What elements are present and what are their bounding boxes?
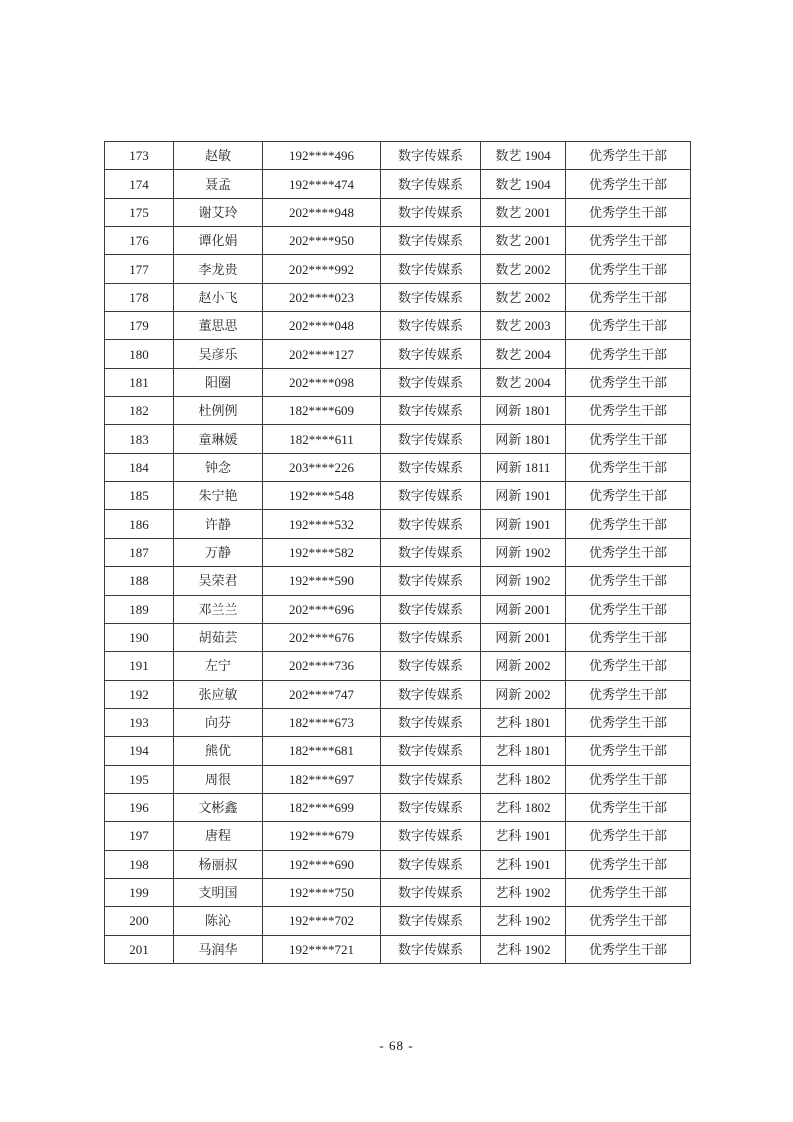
- cell-index: 182: [105, 397, 174, 425]
- cell-class: 网新 2001: [481, 623, 566, 651]
- cell-class: 艺科 1902: [481, 907, 566, 935]
- cell-department: 数字传媒系: [381, 538, 481, 566]
- cell-award: 优秀学生干部: [566, 397, 691, 425]
- cell-department: 数字传媒系: [381, 737, 481, 765]
- table-row: [105, 283, 691, 311]
- cell-phone: 192****590: [263, 567, 381, 595]
- cell-name: 胡茹芸: [174, 623, 263, 651]
- cell-class: 艺科 1802: [481, 793, 566, 821]
- cell-award: 优秀学生干部: [566, 935, 691, 963]
- cell-index: 175: [105, 198, 174, 226]
- cell-index: 183: [105, 425, 174, 453]
- cell-phone: 202****127: [263, 340, 381, 368]
- cell-class: 网新 1902: [481, 538, 566, 566]
- cell-index: 173: [105, 142, 174, 170]
- cell-department: 数字传媒系: [381, 567, 481, 595]
- cell-index: 174: [105, 170, 174, 198]
- cell-name: 吴彦乐: [174, 340, 263, 368]
- cell-class: 艺科 1901: [481, 822, 566, 850]
- cell-class: 数艺 2004: [481, 340, 566, 368]
- cell-phone: 182****611: [263, 425, 381, 453]
- cell-index: 181: [105, 368, 174, 396]
- table-row: [105, 368, 691, 396]
- cell-department: 数字传媒系: [381, 482, 481, 510]
- cell-department: 数字传媒系: [381, 453, 481, 481]
- cell-class: 数艺 2003: [481, 312, 566, 340]
- cell-phone: 192****548: [263, 482, 381, 510]
- table-row: [105, 198, 691, 226]
- table-row: [105, 255, 691, 283]
- cell-class: 数艺 2001: [481, 227, 566, 255]
- cell-name: 马润华: [174, 935, 263, 963]
- cell-index: 180: [105, 340, 174, 368]
- cell-name: 阳圈: [174, 368, 263, 396]
- cell-class: 数艺 2002: [481, 283, 566, 311]
- cell-phone: 192****721: [263, 935, 381, 963]
- cell-phone: 202****048: [263, 312, 381, 340]
- cell-department: 数字传媒系: [381, 312, 481, 340]
- cell-award: 优秀学生干部: [566, 652, 691, 680]
- cell-index: 188: [105, 567, 174, 595]
- cell-class: 网新 2002: [481, 652, 566, 680]
- table-row: [105, 170, 691, 198]
- table-row: [105, 793, 691, 821]
- students-table-body: [105, 142, 691, 964]
- table-row: [105, 312, 691, 340]
- cell-index: 196: [105, 793, 174, 821]
- table-row: [105, 595, 691, 623]
- page-number: - 68 -: [379, 1038, 414, 1053]
- cell-department: 数字传媒系: [381, 850, 481, 878]
- cell-phone: 202****676: [263, 623, 381, 651]
- cell-award: 优秀学生干部: [566, 142, 691, 170]
- cell-department: 数字传媒系: [381, 595, 481, 623]
- cell-phone: 202****736: [263, 652, 381, 680]
- table-row: [105, 935, 691, 963]
- students-table: [104, 141, 691, 964]
- cell-class: 网新 2002: [481, 680, 566, 708]
- cell-department: 数字传媒系: [381, 283, 481, 311]
- cell-name: 赵敏: [174, 142, 263, 170]
- cell-department: 数字传媒系: [381, 652, 481, 680]
- cell-index: 201: [105, 935, 174, 963]
- cell-class: 网新 1902: [481, 567, 566, 595]
- cell-index: 193: [105, 708, 174, 736]
- cell-phone: 202****696: [263, 595, 381, 623]
- cell-award: 优秀学生干部: [566, 312, 691, 340]
- table-row: [105, 850, 691, 878]
- cell-award: 优秀学生干部: [566, 708, 691, 736]
- cell-department: 数字传媒系: [381, 425, 481, 453]
- cell-award: 优秀学生干部: [566, 907, 691, 935]
- table-row: [105, 425, 691, 453]
- cell-award: 优秀学生干部: [566, 822, 691, 850]
- cell-award: 优秀学生干部: [566, 198, 691, 226]
- table-row: [105, 567, 691, 595]
- cell-class: 数艺 2002: [481, 255, 566, 283]
- cell-name: 童琳媛: [174, 425, 263, 453]
- cell-department: 数字传媒系: [381, 227, 481, 255]
- cell-index: 178: [105, 283, 174, 311]
- cell-index: 190: [105, 623, 174, 651]
- cell-name: 董思思: [174, 312, 263, 340]
- cell-name: 朱宁艳: [174, 482, 263, 510]
- cell-name: 李龙贵: [174, 255, 263, 283]
- cell-index: 191: [105, 652, 174, 680]
- cell-award: 优秀学生干部: [566, 453, 691, 481]
- cell-name: 唐程: [174, 822, 263, 850]
- cell-name: 谢艾玲: [174, 198, 263, 226]
- cell-class: 艺科 1902: [481, 878, 566, 906]
- table-row: [105, 878, 691, 906]
- cell-class: 网新 1901: [481, 482, 566, 510]
- cell-index: 197: [105, 822, 174, 850]
- cell-department: 数字传媒系: [381, 680, 481, 708]
- cell-award: 优秀学生干部: [566, 482, 691, 510]
- cell-class: 数艺 2001: [481, 198, 566, 226]
- cell-class: 网新 1811: [481, 453, 566, 481]
- table-row: [105, 340, 691, 368]
- cell-name: 杨丽叔: [174, 850, 263, 878]
- cell-name: 吴荣君: [174, 567, 263, 595]
- cell-award: 优秀学生干部: [566, 623, 691, 651]
- cell-phone: 192****750: [263, 878, 381, 906]
- cell-department: 数字传媒系: [381, 708, 481, 736]
- cell-name: 支明国: [174, 878, 263, 906]
- cell-department: 数字传媒系: [381, 142, 481, 170]
- cell-class: 网新 1801: [481, 425, 566, 453]
- cell-name: 左宁: [174, 652, 263, 680]
- cell-index: 189: [105, 595, 174, 623]
- cell-award: 优秀学生干部: [566, 283, 691, 311]
- cell-department: 数字传媒系: [381, 623, 481, 651]
- cell-department: 数字传媒系: [381, 368, 481, 396]
- cell-name: 赵小飞: [174, 283, 263, 311]
- cell-class: 网新 2001: [481, 595, 566, 623]
- cell-phone: 202****950: [263, 227, 381, 255]
- cell-class: 数艺 1904: [481, 142, 566, 170]
- cell-class: 艺科 1802: [481, 765, 566, 793]
- cell-index: 185: [105, 482, 174, 510]
- cell-award: 优秀学生干部: [566, 227, 691, 255]
- table-row: [105, 538, 691, 566]
- cell-award: 优秀学生干部: [566, 680, 691, 708]
- table-row: [105, 822, 691, 850]
- cell-phone: 192****496: [263, 142, 381, 170]
- cell-department: 数字传媒系: [381, 198, 481, 226]
- cell-award: 优秀学生干部: [566, 737, 691, 765]
- cell-department: 数字传媒系: [381, 793, 481, 821]
- cell-department: 数字传媒系: [381, 510, 481, 538]
- cell-class: 网新 1801: [481, 397, 566, 425]
- table-row: [105, 482, 691, 510]
- table-row: [105, 227, 691, 255]
- cell-name: 万静: [174, 538, 263, 566]
- cell-index: 192: [105, 680, 174, 708]
- cell-department: 数字传媒系: [381, 170, 481, 198]
- cell-phone: 192****679: [263, 822, 381, 850]
- cell-award: 优秀学生干部: [566, 510, 691, 538]
- cell-award: 优秀学生干部: [566, 425, 691, 453]
- cell-phone: 192****532: [263, 510, 381, 538]
- cell-phone: 202****948: [263, 198, 381, 226]
- cell-name: 张应敏: [174, 680, 263, 708]
- cell-award: 优秀学生干部: [566, 850, 691, 878]
- cell-award: 优秀学生干部: [566, 765, 691, 793]
- table-row: [105, 510, 691, 538]
- cell-department: 数字传媒系: [381, 255, 481, 283]
- cell-award: 优秀学生干部: [566, 538, 691, 566]
- table-row: [105, 453, 691, 481]
- table-row: [105, 708, 691, 736]
- cell-award: 优秀学生干部: [566, 340, 691, 368]
- cell-department: 数字传媒系: [381, 765, 481, 793]
- table-row: [105, 680, 691, 708]
- cell-department: 数字传媒系: [381, 935, 481, 963]
- cell-class: 艺科 1801: [481, 708, 566, 736]
- cell-department: 数字传媒系: [381, 907, 481, 935]
- cell-class: 艺科 1901: [481, 850, 566, 878]
- cell-award: 优秀学生干部: [566, 595, 691, 623]
- cell-award: 优秀学生干部: [566, 368, 691, 396]
- table-row: [105, 623, 691, 651]
- cell-name: 聂孟: [174, 170, 263, 198]
- cell-phone: 202****992: [263, 255, 381, 283]
- cell-index: 194: [105, 737, 174, 765]
- cell-department: 数字传媒系: [381, 397, 481, 425]
- cell-phone: 182****673: [263, 708, 381, 736]
- table-row: [105, 142, 691, 170]
- cell-name: 向芬: [174, 708, 263, 736]
- cell-name: 陈沁: [174, 907, 263, 935]
- cell-name: 邓兰兰: [174, 595, 263, 623]
- cell-department: 数字传媒系: [381, 878, 481, 906]
- cell-phone: 192****690: [263, 850, 381, 878]
- cell-index: 184: [105, 453, 174, 481]
- cell-award: 优秀学生干部: [566, 878, 691, 906]
- cell-class: 数艺 2004: [481, 368, 566, 396]
- table-row: [105, 397, 691, 425]
- cell-name: 熊优: [174, 737, 263, 765]
- table-row: [105, 737, 691, 765]
- cell-phone: 192****702: [263, 907, 381, 935]
- cell-award: 优秀学生干部: [566, 793, 691, 821]
- cell-phone: 202****098: [263, 368, 381, 396]
- cell-phone: 182****699: [263, 793, 381, 821]
- cell-phone: 182****697: [263, 765, 381, 793]
- cell-phone: 192****582: [263, 538, 381, 566]
- cell-name: 周很: [174, 765, 263, 793]
- cell-name: 杜例例: [174, 397, 263, 425]
- cell-phone: 202****747: [263, 680, 381, 708]
- table-row: [105, 907, 691, 935]
- table-row: [105, 765, 691, 793]
- cell-department: 数字传媒系: [381, 340, 481, 368]
- cell-index: 195: [105, 765, 174, 793]
- cell-index: 199: [105, 878, 174, 906]
- cell-index: 186: [105, 510, 174, 538]
- cell-index: 177: [105, 255, 174, 283]
- cell-name: 文彬鑫: [174, 793, 263, 821]
- cell-index: 179: [105, 312, 174, 340]
- cell-phone: 182****609: [263, 397, 381, 425]
- cell-name: 钟念: [174, 453, 263, 481]
- cell-index: 198: [105, 850, 174, 878]
- cell-phone: 192****474: [263, 170, 381, 198]
- cell-class: 艺科 1801: [481, 737, 566, 765]
- table-row: [105, 652, 691, 680]
- cell-name: 许静: [174, 510, 263, 538]
- cell-phone: 203****226: [263, 453, 381, 481]
- cell-class: 网新 1901: [481, 510, 566, 538]
- cell-class: 数艺 1904: [481, 170, 566, 198]
- cell-index: 176: [105, 227, 174, 255]
- cell-index: 187: [105, 538, 174, 566]
- cell-class: 艺科 1902: [481, 935, 566, 963]
- cell-phone: 182****681: [263, 737, 381, 765]
- cell-department: 数字传媒系: [381, 822, 481, 850]
- cell-award: 优秀学生干部: [566, 170, 691, 198]
- cell-award: 优秀学生干部: [566, 255, 691, 283]
- cell-index: 200: [105, 907, 174, 935]
- cell-award: 优秀学生干部: [566, 567, 691, 595]
- cell-name: 谭化娟: [174, 227, 263, 255]
- cell-phone: 202****023: [263, 283, 381, 311]
